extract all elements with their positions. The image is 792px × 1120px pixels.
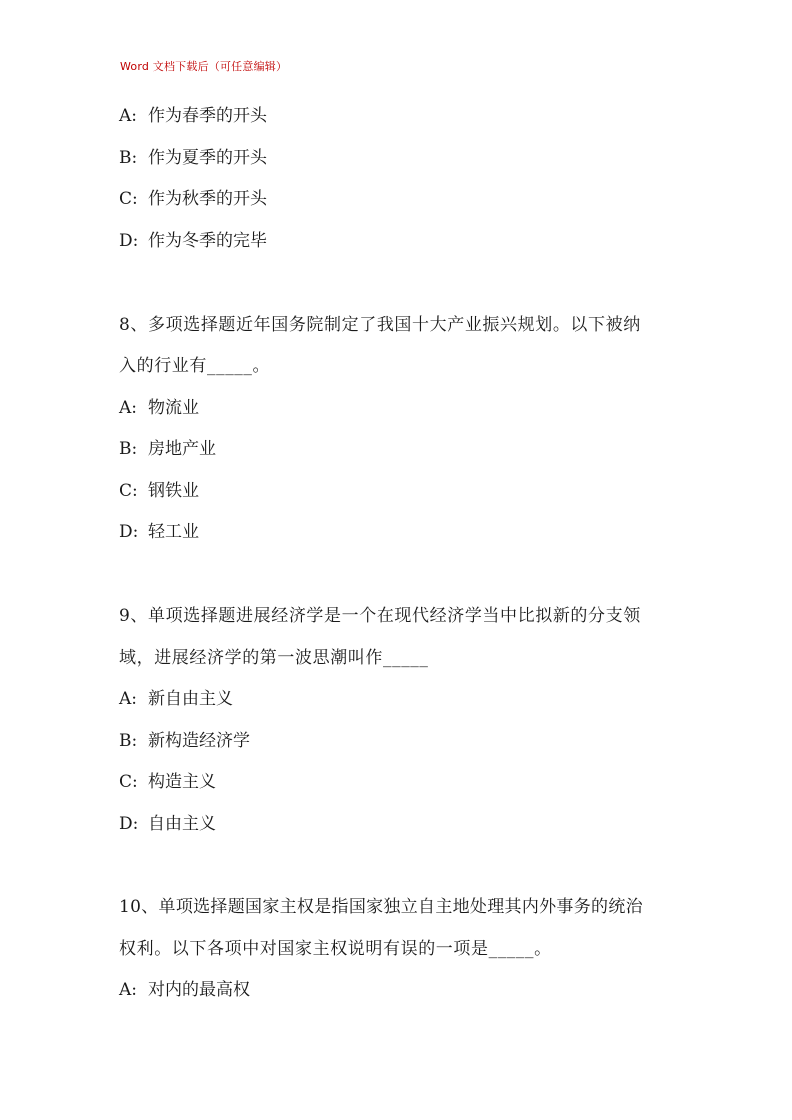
question-10-line-2: 权利。以下各项中对国家主权说明有误的一项是_____。 [119, 939, 552, 959]
option-c [119, 188, 267, 210]
option-text: 钢铁业 [148, 481, 199, 501]
option-label: D: [119, 522, 139, 542]
question-10-line-1: 10、单项选择题国家主权是指国家独立自主地处理其内外事务的统治 [119, 897, 643, 917]
option-text: 新构造经济学 [148, 731, 250, 751]
q9-option-c [119, 771, 216, 793]
q8-option-d [119, 521, 199, 543]
option-text: 对内的最高权 [148, 980, 250, 1000]
option-label: D: [119, 231, 139, 251]
q8-option-b [119, 438, 216, 460]
question-8-line-1: 8、多项选择题近年国务院制定了我国十大产业振兴规划。以下被纳 [119, 315, 641, 335]
option-label: B: [119, 439, 138, 459]
option-text: 自由主义 [148, 814, 216, 834]
question-9-line-2: 域，进展经济学的第一波思潮叫作_____ [119, 648, 429, 668]
document-header: Word 文档下载后（可任意编辑） [120, 60, 288, 73]
question-8-line-2: 入的行业有_____。 [119, 356, 271, 376]
option-text: 作为夏季的开头 [148, 148, 267, 168]
option-label: A: [119, 980, 138, 1000]
q9-option-d [119, 813, 216, 835]
option-text: 作为秋季的开头 [148, 189, 267, 209]
question-9-line-1: 9、单项选择题进展经济学是一个在现代经济学当中比拟新的分支领 [119, 606, 641, 626]
q9-option-b [119, 730, 250, 752]
option-label: A: [119, 398, 138, 418]
option-text: 轻工业 [148, 522, 199, 542]
option-label: C: [119, 481, 138, 501]
q8-option-a [119, 397, 199, 419]
option-label: B: [119, 731, 138, 751]
option-a [119, 105, 267, 127]
option-label: B: [119, 148, 138, 168]
option-label: A: [119, 689, 138, 709]
option-text: 物流业 [148, 398, 199, 418]
option-text: 构造主义 [148, 772, 216, 792]
option-text: 作为春季的开头 [148, 106, 267, 126]
option-text: 新自由主义 [148, 689, 233, 709]
q9-option-a [119, 688, 233, 710]
option-label: C: [119, 772, 138, 792]
option-b [119, 147, 267, 169]
q8-option-c [119, 480, 199, 502]
option-label: A: [119, 106, 138, 126]
option-text: 作为冬季的完毕 [148, 231, 267, 251]
q10-option-a [119, 979, 250, 1001]
option-label: D: [119, 814, 139, 834]
option-text: 房地产业 [148, 439, 216, 459]
option-label: C: [119, 189, 138, 209]
option-d [119, 230, 267, 252]
